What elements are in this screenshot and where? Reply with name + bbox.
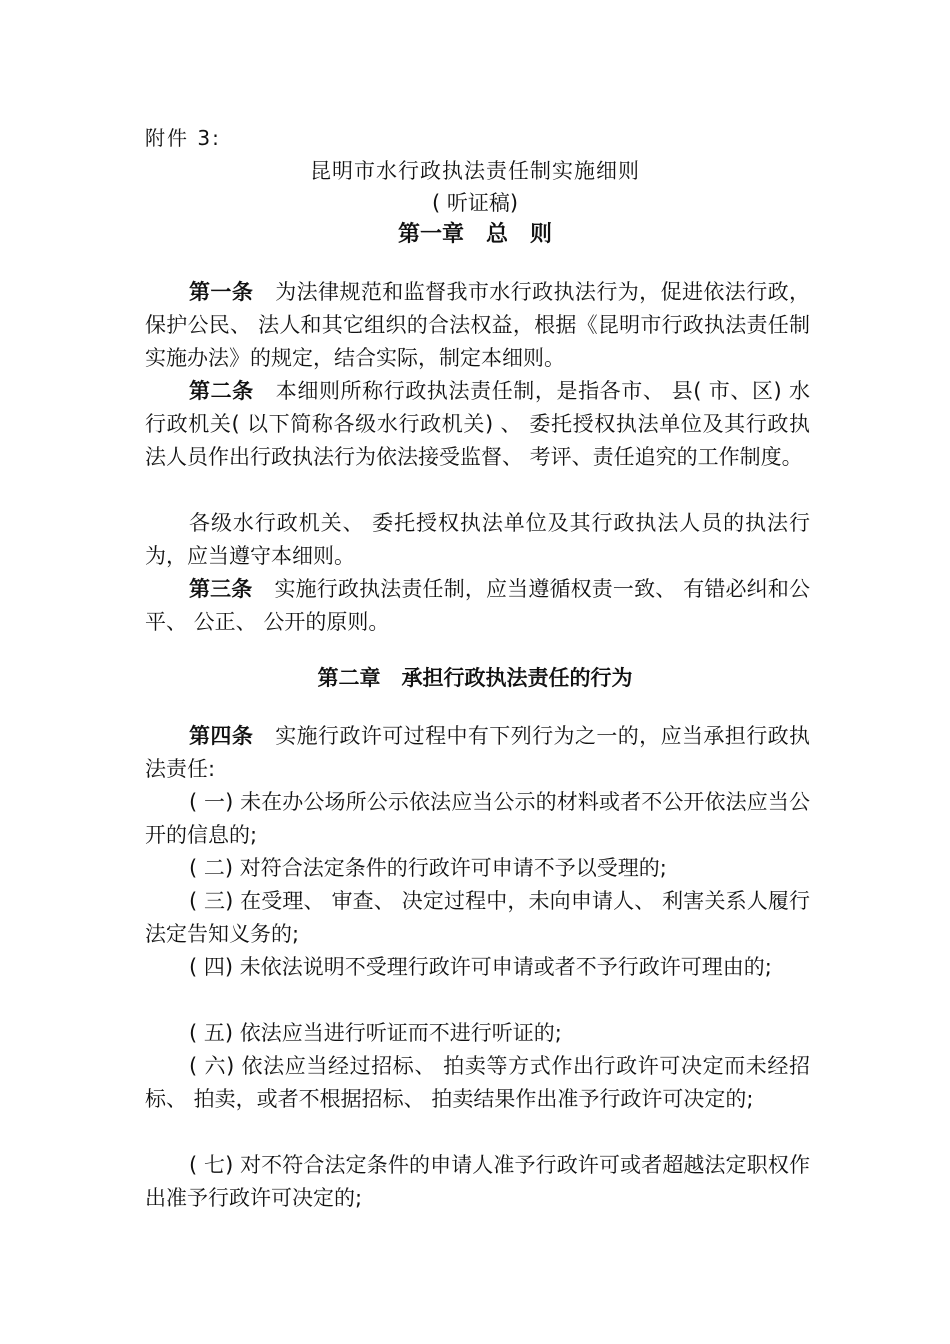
document-subtitle: ( 听证稿) xyxy=(431,191,519,215)
list-item: ( 七) 对不符合法定条件的申请人准予行政许可或者超越法定职权作出准予行政许可决定的; xyxy=(145,1153,810,1210)
document-title: 昆明市水行政执法责任制实施细则 xyxy=(310,159,640,183)
list-item: ( 一) 未在办公场所公示依法应当公示的材料或者不公开依法应当公开的信息的; xyxy=(145,790,810,847)
article-text: 实施行政执法责任制，应当遵循权责一致、 有错必纠和公平、 公正、 公开的原则。 xyxy=(145,577,810,634)
article-text: 本细则所称行政执法责任制，是指各市、 县( 市、区) 水行政机关( 以下简称各级水行政机关) 、 委托授权执法单位及其行政执法人员作出行政执法行为依法接受监督、 考评、责任追究的工作制度。 xyxy=(145,379,810,469)
list-item: ( 五) 依法应当进行听证而不进行听证的; xyxy=(189,1021,562,1045)
chapter-2-heading: 第二章 承担行政执法责任的行为 xyxy=(317,666,633,690)
article-label: 第四条 xyxy=(189,724,254,748)
article-4 xyxy=(145,720,810,786)
list-item: ( 六) 依法应当经过招标、 拍卖等方式作出行政许可决定而未经招标、 拍卖，或者不根据招标、 拍卖结果作出准予行政许可决定的; xyxy=(145,1054,810,1111)
article-1 xyxy=(145,276,810,375)
article-label: 第三条 xyxy=(189,577,253,601)
article-3 xyxy=(145,573,810,639)
chapter-1-heading: 第一章 总 则 xyxy=(397,222,552,247)
list-item: ( 二) 对符合法定条件的行政许可申请不予以受理的; xyxy=(189,856,667,880)
article-2-paragraph xyxy=(145,507,810,573)
article-text: 各级水行政机关、 委托授权执法单位及其行政执法人员的执法行为，应当遵守本细则。 xyxy=(145,511,810,568)
list-item: ( 四) 未依法说明不受理行政许可申请或者不予行政许可理由的; xyxy=(189,955,772,979)
list-item: ( 三) 在受理、 审查、 决定过程中，未向申请人、 利害关系人履行法定告知义务的; xyxy=(145,889,810,946)
article-2 xyxy=(145,375,810,474)
article-text: 为法律规范和监督我市水行政执法行为，促进依法行政，保护公民、 法人和其它组织的合法权益，根据《昆明市行政执法责任制实施办法》的规定，结合实际，制定本细则。 xyxy=(145,280,811,370)
article-label: 第一条 xyxy=(189,280,254,304)
article-text: 实施行政许可过程中有下列行为之一的，应当承担行政执法责任: xyxy=(145,724,811,781)
article-label: 第二条 xyxy=(189,379,254,403)
attachment-label: 附件 3: xyxy=(145,126,221,150)
